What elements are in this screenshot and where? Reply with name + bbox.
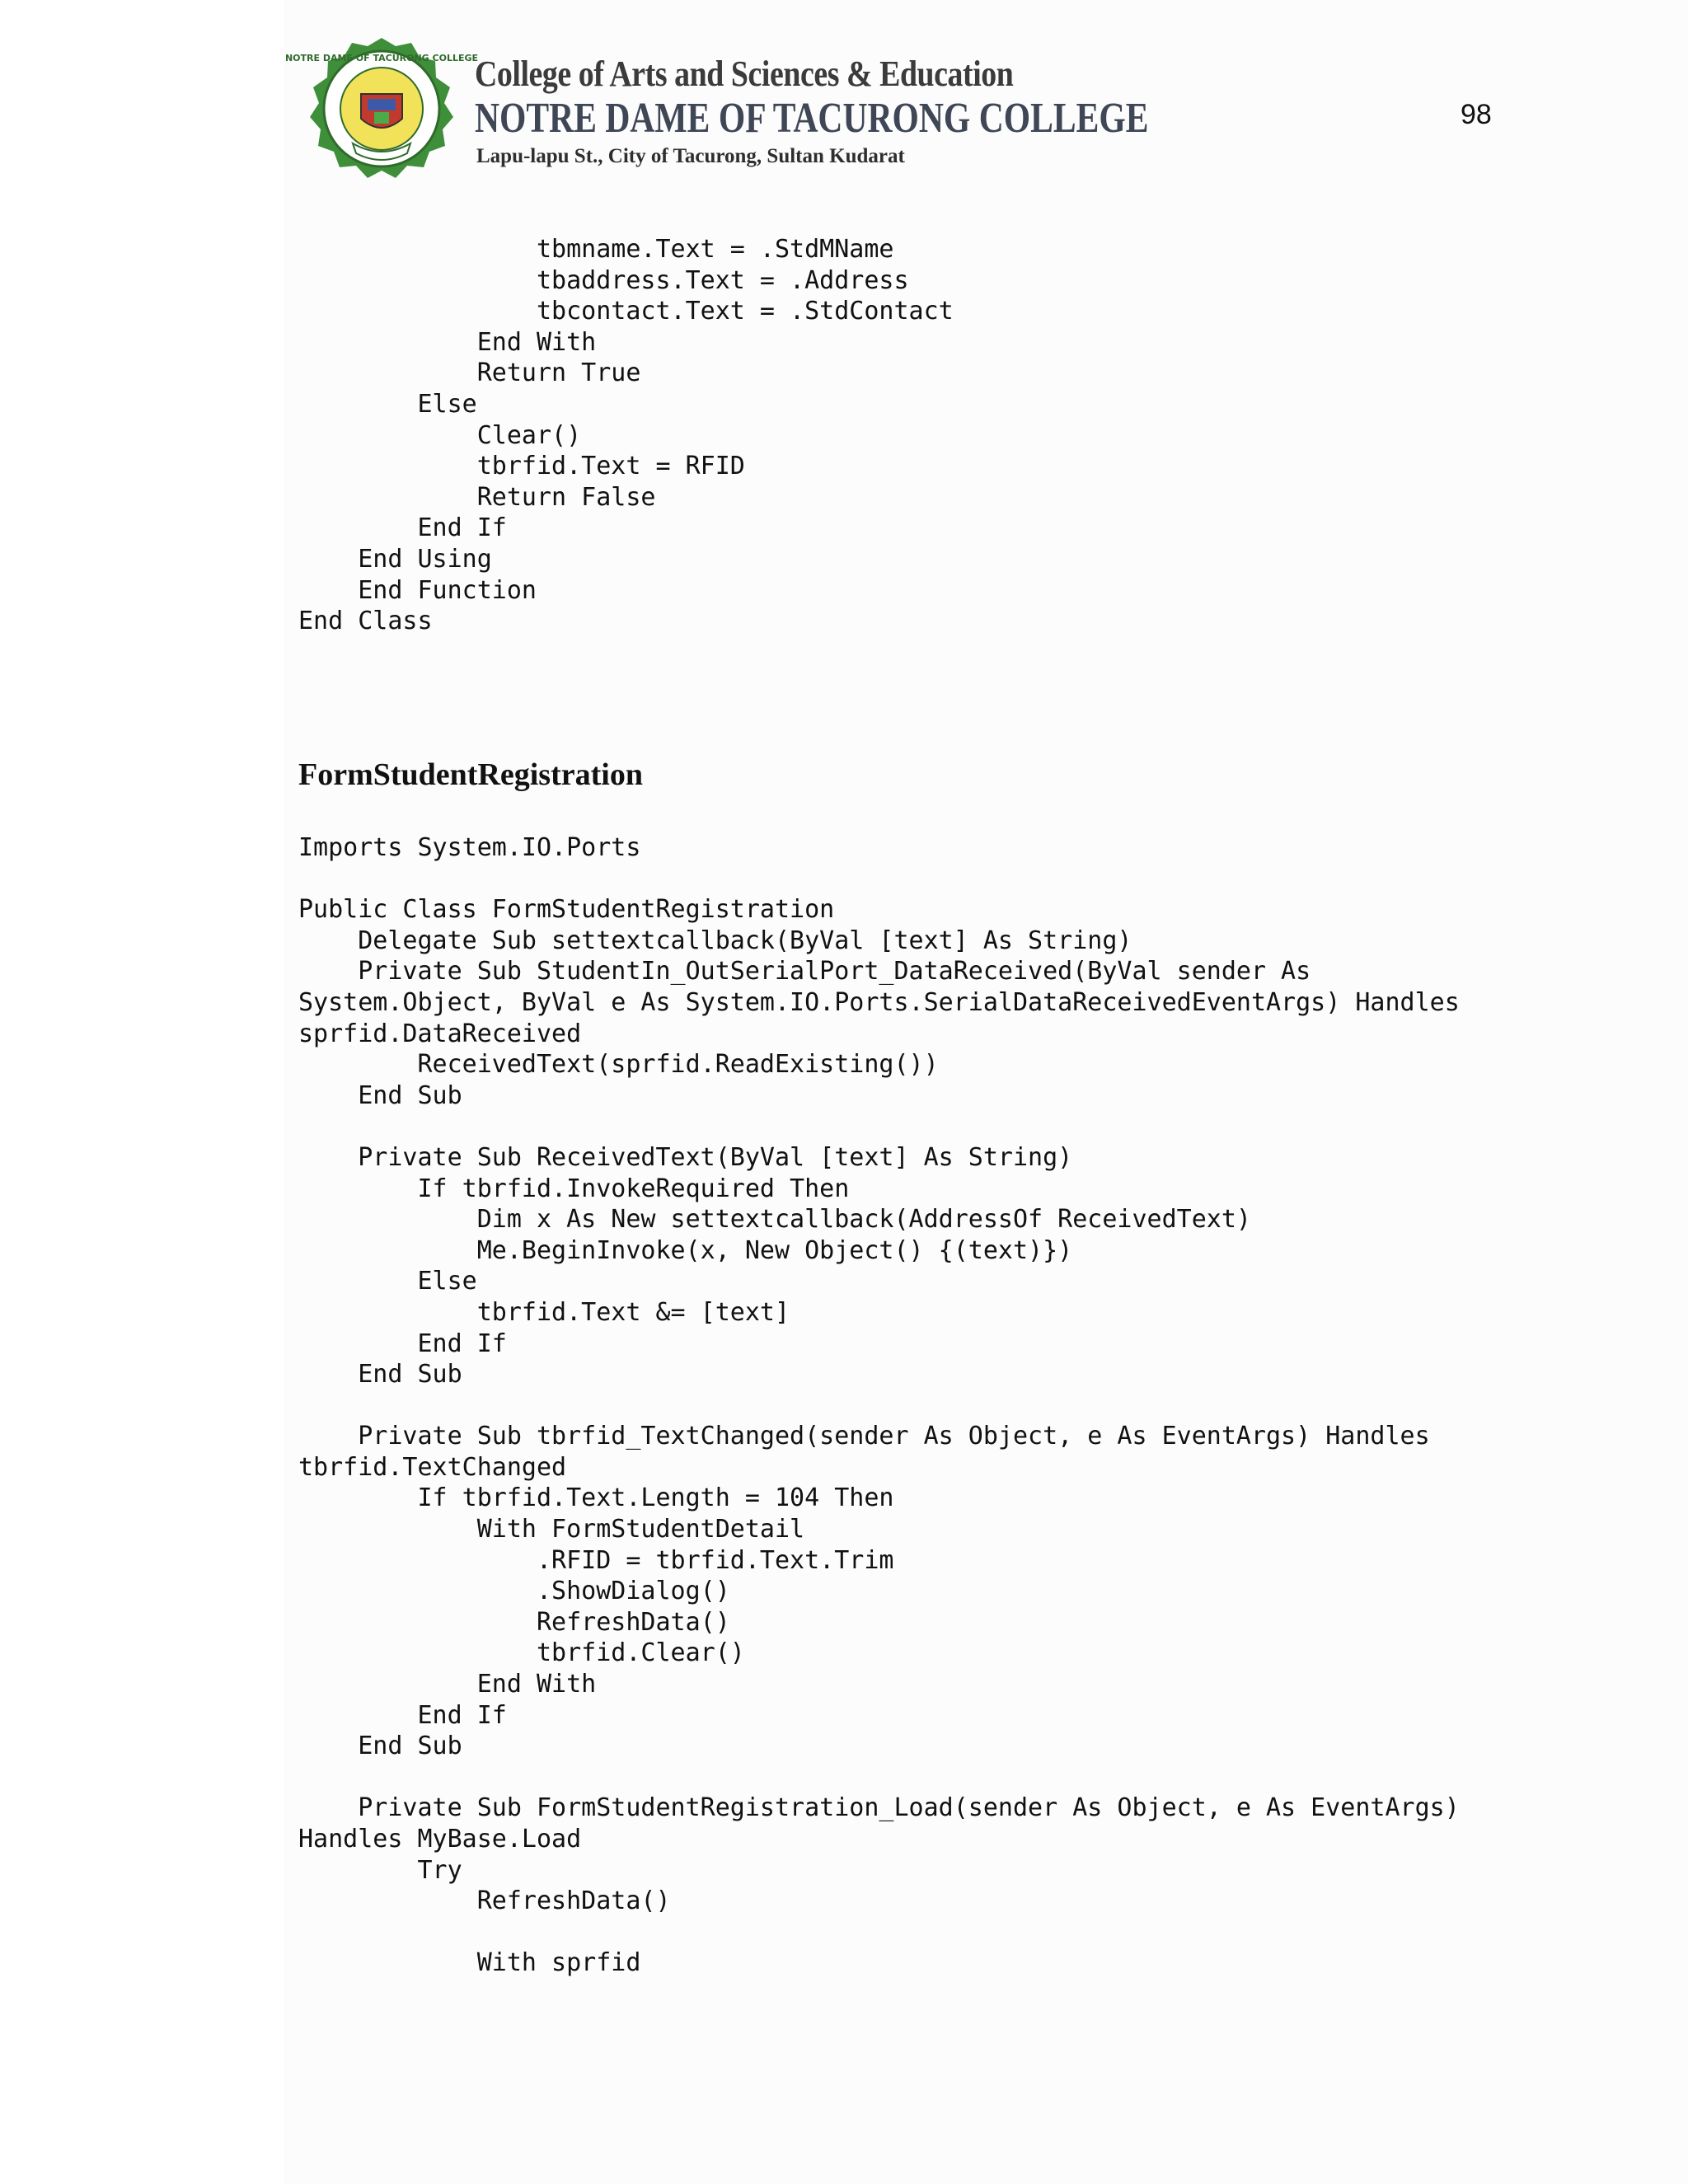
letterhead-college-name: NOTRE DAME OF TACURONG COLLEGE (475, 95, 1149, 142)
code-line: sprfid.DataReceived (298, 1019, 582, 1048)
code-line: With FormStudentDetail (298, 1515, 805, 1544)
code-line: tbrfid.TextChanged (298, 1452, 567, 1482)
code-line: tbmname.Text = .StdMName (298, 235, 894, 264)
code-line: End If (298, 1700, 507, 1730)
code-block-continued (298, 234, 954, 637)
code-line: Public Class FormStudentRegistration (298, 895, 835, 925)
code-line: Delegate Sub settextcallback(ByVal [text] As String) (298, 926, 1132, 955)
code-line: End If (298, 513, 507, 543)
code-line: End Using (298, 544, 492, 574)
code-line: System.Object, ByVal e As System.IO.Ports.SerialDataReceivedEventArgs) Handles (298, 987, 1460, 1017)
code-line: End Sub (298, 1080, 462, 1110)
code-line (298, 1762, 1460, 1793)
code-line (298, 864, 1460, 895)
code-line: If tbrfid.Text.Length = 104 Then (298, 1483, 894, 1513)
code-line: Handles MyBase.Load (298, 1825, 582, 1854)
code-line: RefreshData() (298, 1886, 671, 1916)
code-block-form-student-registration (298, 832, 1460, 1979)
code-line: Dim x As New settextcallback(AddressOf ReceivedText) (298, 1205, 1251, 1235)
letterhead-college-division: College of Arts and Sciences & Education (475, 54, 1014, 94)
code-line: .ShowDialog() (298, 1577, 730, 1606)
code-line: End If (298, 1329, 507, 1358)
code-line: Try (298, 1855, 462, 1885)
code-line: End With (298, 327, 597, 357)
code-line: Clear() (298, 420, 582, 450)
code-line: tbaddress.Text = .Address (298, 265, 909, 295)
code-line (298, 1111, 1460, 1142)
code-line: Return True (298, 359, 641, 388)
code-line: Private Sub ReceivedText(ByVal [text] As String) (298, 1142, 1073, 1172)
code-line: tbrfid.Text = RFID (298, 452, 745, 481)
code-line: tbcontact.Text = .StdContact (298, 297, 954, 326)
letterhead-address: Lapu-lapu St., City of Tacurong, Sultan Kudarat (476, 145, 905, 167)
code-line: tbrfid.Text &= [text] (298, 1297, 790, 1327)
code-line: End Class (298, 607, 433, 636)
code-line: tbrfid.Clear() (298, 1638, 745, 1668)
code-line: Else (298, 1267, 477, 1296)
page-number: 98 (1461, 99, 1492, 130)
letterhead (284, 36, 1149, 209)
code-line: With sprfid (298, 1948, 641, 1978)
code-line: If tbrfid.InvokeRequired Then (298, 1174, 850, 1203)
code-line (298, 1390, 1460, 1422)
code-line: Imports System.IO.Ports (298, 833, 641, 862)
code-line: End With (298, 1670, 597, 1699)
code-line: Else (298, 389, 477, 419)
code-line: .RFID = tbrfid.Text.Trim (298, 1545, 894, 1575)
code-line: ReceivedText(sprfid.ReadExisting()) (298, 1050, 939, 1080)
code-line: Return False (298, 482, 656, 512)
code-line: Private Sub tbrfid_TextChanged(sender As Object, e As EventArgs) Handles (298, 1422, 1430, 1451)
code-line: RefreshData() (298, 1607, 730, 1637)
code-line (298, 1917, 1460, 1948)
college-seal-logo (284, 36, 479, 201)
code-line: Private Sub StudentIn_OutSerialPort_DataReceived(ByVal sender As (298, 957, 1311, 987)
code-line: Private Sub FormStudentRegistration_Load(sender As Object, e As EventArgs) (298, 1793, 1460, 1823)
code-line: Me.BeginInvoke(x, New Object() {(text)}) (298, 1235, 1073, 1265)
code-line: End Sub (298, 1360, 462, 1390)
code-line: End Sub (298, 1732, 462, 1761)
seal-text: NOTRE DAME OF TACURONG COLLEGE (284, 53, 479, 63)
section-heading: FormStudentRegistration (298, 757, 643, 792)
code-line: End Function (298, 575, 537, 605)
